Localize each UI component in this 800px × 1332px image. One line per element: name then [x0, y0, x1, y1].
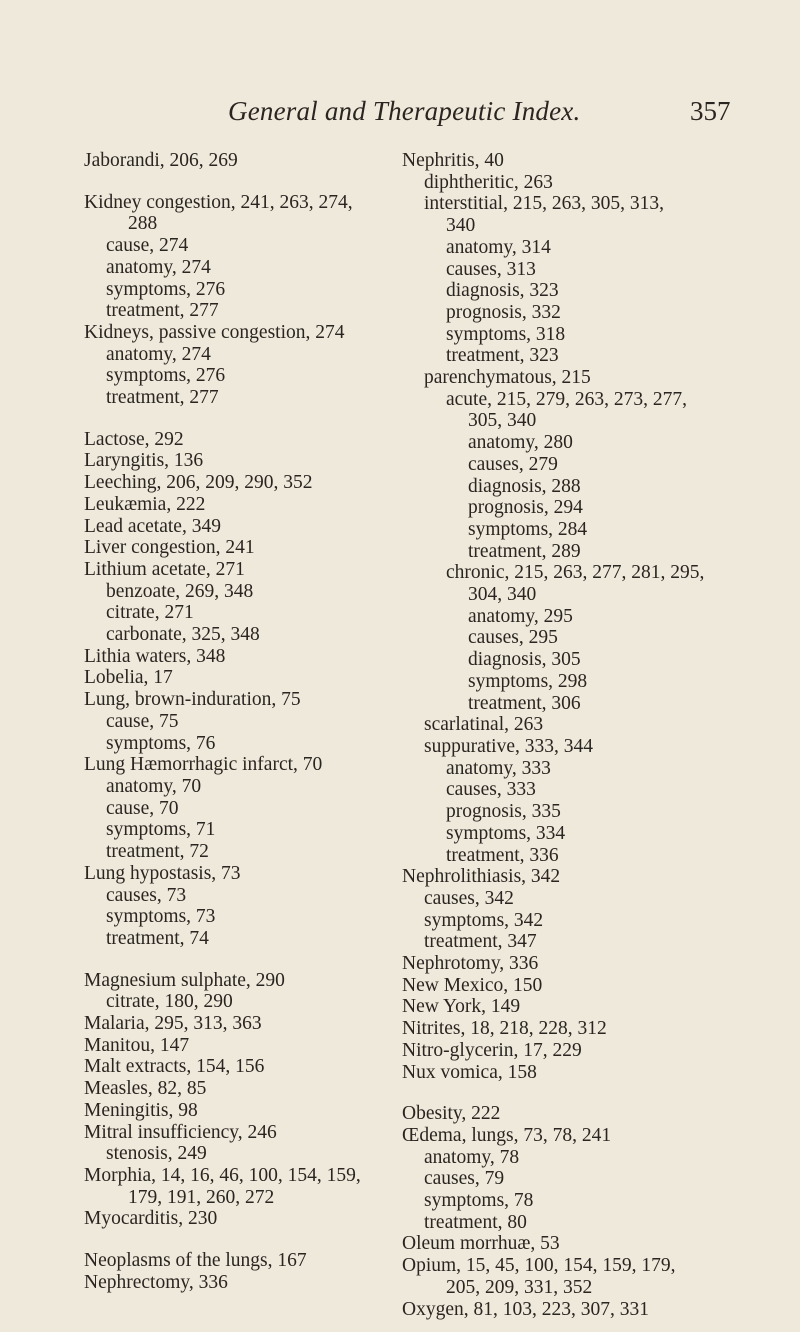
- index-entry: Leeching, 206, 209, 290, 352: [84, 472, 313, 494]
- index-entry: New York, 149: [402, 996, 521, 1018]
- index-subentry: acute, 215, 279, 263, 273, 277,: [446, 388, 688, 410]
- index-entry: Lobelia, 17: [84, 667, 173, 689]
- index-subentry: prognosis, 332: [446, 301, 561, 323]
- index-subentry: anatomy, 70: [106, 775, 202, 797]
- index-subentry: prognosis, 294: [468, 497, 583, 519]
- index-subentry: anatomy, 78: [424, 1146, 520, 1168]
- index-subentry: chronic, 215, 263, 277, 281, 295,: [446, 562, 705, 584]
- index-subentry: anatomy, 274: [106, 343, 211, 365]
- index-subentry: prognosis, 335: [446, 801, 561, 823]
- index-subentry: cause, 70: [106, 797, 179, 819]
- index-entry: Meningitis, 98: [84, 1099, 198, 1121]
- index-subentry: causes, 279: [468, 453, 558, 475]
- index-entry: Nephrotomy, 336: [402, 953, 539, 975]
- index-subentry: treatment, 289: [468, 540, 581, 562]
- index-subentry: treatment, 323: [446, 345, 559, 367]
- index-subentry: carbonate, 325, 348: [106, 624, 260, 646]
- index-subentry: parenchymatous, 215: [424, 367, 591, 389]
- index-subentry: treatment, 80: [424, 1211, 527, 1233]
- index-entry: Opium, 15, 45, 100, 154, 159, 179,: [402, 1255, 676, 1277]
- index-entry: Malt extracts, 154, 156: [84, 1056, 265, 1078]
- index-subentry: suppurative, 333, 344: [424, 735, 593, 757]
- index-subentry: causes, 313: [446, 258, 536, 280]
- index-subentry: diagnosis, 288: [468, 475, 581, 497]
- index-entry: Magnesium sulphate, 290: [84, 969, 285, 991]
- index-subentry: diagnosis, 305: [468, 649, 581, 671]
- index-subentry: symptoms, 318: [446, 323, 566, 345]
- index-subentry: treatment, 277: [106, 300, 219, 322]
- index-entry: Myocarditis, 230: [84, 1208, 218, 1230]
- index-subentry: treatment, 72: [106, 841, 209, 863]
- index-entry: Nitrites, 18, 218, 228, 312: [402, 1018, 607, 1040]
- index-subentry: stenosis, 249: [106, 1143, 207, 1165]
- index-subentry: symptoms, 71: [106, 819, 216, 841]
- page-header: [0, 96, 800, 130]
- section-gap: [84, 950, 414, 970]
- index-entry: Mitral insufficiency, 246: [84, 1121, 277, 1143]
- index-entry: Lung Hæmorrhagic infarct, 70: [84, 754, 323, 776]
- section-gap: [84, 1230, 414, 1250]
- index-subentry: symptoms, 73: [106, 906, 216, 928]
- index-entry: Nitro-glycerin, 17, 229: [402, 1039, 582, 1061]
- index-subentry: anatomy, 274: [106, 256, 211, 278]
- index-subentry: diphtheritic, 263: [424, 171, 553, 193]
- index-subentry: treatment, 336: [446, 844, 559, 866]
- index-subentry: cause, 274: [106, 235, 189, 257]
- index-entry: Oleum morrhuæ, 53: [402, 1233, 560, 1255]
- index-subentry: citrate, 180, 290: [106, 991, 233, 1013]
- index-entry: Leukæmia, 222: [84, 493, 206, 515]
- index-entry: Oxygen, 81, 103, 223, 307, 331: [402, 1298, 649, 1320]
- index-entry: Measles, 82, 85: [84, 1078, 207, 1100]
- index-subentry: 205, 209, 331, 352: [446, 1276, 593, 1298]
- index-subentry: causes, 342: [424, 887, 514, 909]
- index-column-left: [84, 150, 414, 1293]
- index-subentry: treatment, 347: [424, 931, 537, 953]
- index-subentry: 305, 340: [468, 410, 537, 432]
- index-entry: Obesity, 222: [402, 1103, 501, 1125]
- index-entry: Lung hypostasis, 73: [84, 862, 241, 884]
- index-subentry: 340: [446, 215, 476, 237]
- index-entry: Laryngitis, 136: [84, 450, 204, 472]
- index-entry: Œdema, lungs, 73, 78, 241: [402, 1124, 612, 1146]
- index-subentry: symptoms, 78: [424, 1190, 534, 1212]
- index-subentry: treatment, 306: [468, 692, 581, 714]
- index-entry: Lead acetate, 349: [84, 515, 221, 537]
- index-entry: Lithium acetate, 271: [84, 558, 245, 580]
- running-title: General and Therapeutic Index.: [228, 96, 581, 126]
- index-entry: Lung, brown-induration, 75: [84, 689, 301, 711]
- index-subentry: citrate, 271: [106, 602, 194, 624]
- index-subentry: treatment, 277: [106, 387, 219, 409]
- index-entry: Neoplasms of the lungs, 167: [84, 1250, 307, 1272]
- index-subentry: diagnosis, 323: [446, 280, 559, 302]
- index-subentry: symptoms, 298: [468, 670, 588, 692]
- index-column-right: [402, 150, 794, 1320]
- index-entry: New Mexico, 150: [402, 974, 543, 996]
- index-subentry: cause, 75: [106, 710, 179, 732]
- index-entry: Nephrolithiasis, 342: [402, 866, 561, 888]
- index-subentry: treatment, 74: [106, 927, 209, 949]
- index-entry: Lithia waters, 348: [84, 645, 226, 667]
- index-subentry: anatomy, 333: [446, 757, 551, 779]
- index-subentry: 288: [128, 213, 158, 235]
- index-subentry: anatomy, 280: [468, 432, 573, 454]
- index-entry: Nux vomica, 158: [402, 1061, 537, 1083]
- index-entry: Manitou, 147: [84, 1034, 190, 1056]
- index-subentry: symptoms, 76: [106, 732, 216, 754]
- index-subentry: benzoate, 269, 348: [106, 580, 254, 602]
- index-subentry: causes, 73: [106, 884, 187, 906]
- section-gap: [84, 172, 414, 192]
- index-subentry: symptoms, 276: [106, 278, 226, 300]
- index-subentry: symptoms, 334: [446, 822, 566, 844]
- section-gap: [402, 1083, 794, 1103]
- index-entry: Morphia, 14, 16, 46, 100, 154, 159,: [84, 1164, 361, 1186]
- index-subentry: scarlatinal, 263: [424, 714, 544, 736]
- index-subentry: anatomy, 314: [446, 236, 551, 258]
- index-subentry: interstitial, 215, 263, 305, 313,: [424, 193, 664, 215]
- index-entry: Malaria, 295, 313, 363: [84, 1013, 262, 1035]
- index-entry: Liver congestion, 241: [84, 537, 255, 559]
- index-subentry: 179, 191, 260, 272: [128, 1186, 275, 1208]
- page-number: 357: [690, 96, 731, 126]
- index-subentry: causes, 295: [468, 627, 558, 649]
- index-entry: Jaborandi, 206, 269: [84, 150, 238, 171]
- index-entry: Kidney congestion, 241, 263, 274,: [84, 191, 353, 213]
- index-subentry: causes, 333: [446, 779, 536, 801]
- index-entry: Lactose, 292: [84, 428, 184, 450]
- index-subentry: symptoms, 276: [106, 365, 226, 387]
- index-subentry: symptoms, 342: [424, 909, 544, 931]
- index-entry: Kidneys, passive congestion, 274: [84, 321, 345, 343]
- index-entry: Nephrectomy, 336: [84, 1271, 228, 1293]
- index-subentry: causes, 79: [424, 1168, 505, 1190]
- index-subentry: symptoms, 284: [468, 518, 588, 540]
- section-gap: [84, 409, 414, 429]
- index-entry: Nephritis, 40: [402, 150, 504, 171]
- index-subentry: 304, 340: [468, 584, 537, 606]
- index-subentry: anatomy, 295: [468, 605, 573, 627]
